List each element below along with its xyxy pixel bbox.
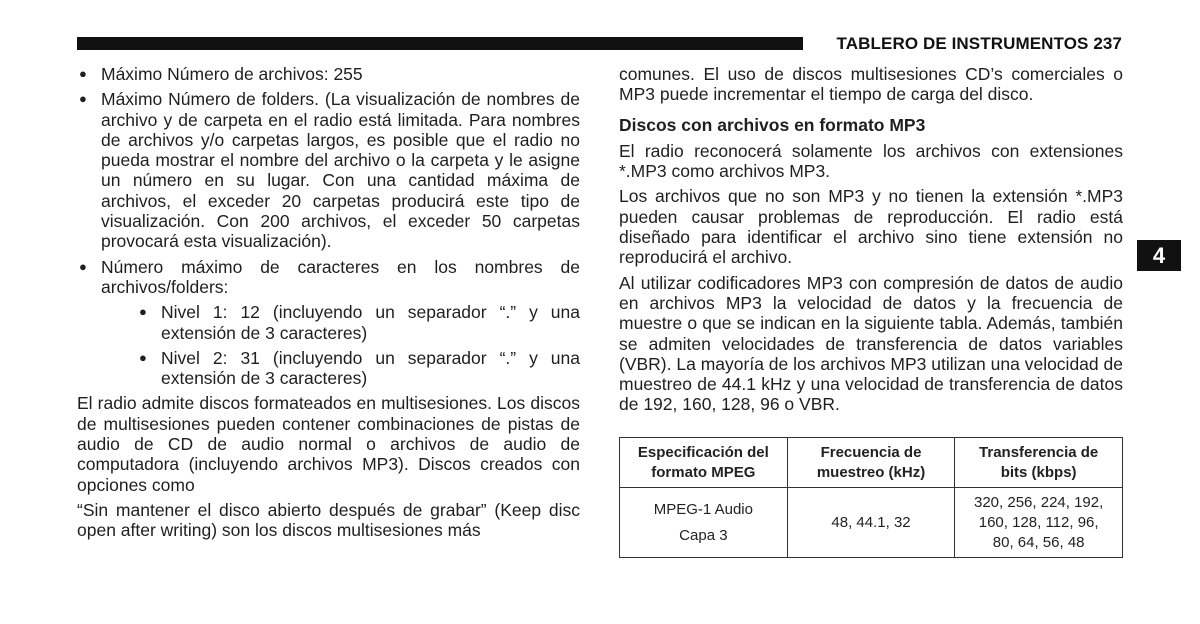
header-rule (77, 37, 803, 50)
left-column (77, 64, 580, 541)
table-cell-format (620, 488, 788, 558)
list-item (77, 257, 580, 389)
body-paragraph-continuation: comunes. El uso de discos multisesiones CD’s comerciales o MP3 puede incrementar el tiempo de carga del disco. (619, 64, 1123, 105)
cell-line: 320, 256, 224, 192, (974, 493, 1104, 511)
sub-list-item: ● Nivel 1: 12 (incluyendo un separador “.” y una extensión de 3 caracteres) (101, 302, 580, 343)
table-header-cell (955, 438, 1123, 488)
body-paragraph: El radio reconocerá solamente los archivos con extensiones *.MP3 como archivos MP3. (619, 140, 1123, 182)
header-line: bits (kbps) (1000, 463, 1077, 481)
header-line: Transferencia de (979, 443, 1099, 461)
table-header-cell (787, 438, 955, 488)
bullet-list (77, 64, 580, 388)
page-header-title: TABLERO DE INSTRUMENTOS 237 (836, 34, 1122, 53)
header-line: muestreo (kHz) (816, 463, 926, 481)
cell-line: 80, 64, 56, 48 (992, 533, 1085, 551)
list-item: ● Máximo Número de folders. (La visualización de nombres de archivo y de carpeta en el radio está limitada. Para nombres de archivos y/o carpetas largos, es posible que el radio no pueda mostrar el nombre del archivo o la carpeta y le asigne un número en su lugar. Con una cantidad máxima de archivos, el exceder 20 carpetas producirá este tipo de visualización. Con 200 archivos, el exceder 50 carpetas provocará esta visualización). (77, 89, 580, 251)
table-header-row (620, 438, 1123, 488)
chapter-tab (1137, 240, 1181, 271)
body-paragraph: “Sin mantener el disco abierto después de grabar” (Keep disc open after writing) son los discos multisesiones más (77, 499, 580, 541)
sub-bullet-list (101, 302, 580, 388)
table-row (620, 488, 1123, 558)
body-paragraph: El radio admite discos formateados en multisesiones. Los discos de multisesiones pueden contener combinaciones de pistas de audio de CD de audio normal o archivos de audio de computadora (incluyendo archivos MP3). Discos creados con opciones como (77, 393, 580, 495)
cell-line: Capa 3 (679, 526, 728, 544)
header-line: Especificación del (637, 443, 769, 461)
section-heading: Discos con archivos en formato MP3 (619, 114, 926, 135)
right-column (619, 64, 1123, 420)
table-cell-bitrate (955, 488, 1123, 558)
table-cell-sampling: 48, 44.1, 32 (787, 488, 955, 558)
table-header-cell (620, 438, 788, 488)
header-line: Frecuencia de (820, 443, 922, 461)
body-paragraph: Al utilizar codificadores MP3 con compresión de datos de audio en archivos MP3 la velocidad de datos y la frecuencia de muestre o que se indican en la siguiente tabla. Además, también se admiten velocidades de transferencia de datos variables (VBR). La mayoría de los archivos MP3 utilizan una velocidad de muestreo de 44.1 kHz y una velocidad de transferencia de datos de 192, 160, 128, 96 o VBR. (619, 272, 1123, 415)
mp3-spec-table (619, 437, 1123, 558)
chapter-number: 4 (1152, 242, 1166, 268)
body-paragraph: Los archivos que no son MP3 y no tienen la extensión *.MP3 pueden causar problemas de reproducción. El radio está diseñado para identificar el archivo sino tiene extensión no reproducirá el archivo. (619, 186, 1123, 268)
header-line: formato MPEG (651, 463, 756, 481)
list-item-text: Número máximo de caracteres en los nombres de archivos/folders: (101, 256, 580, 297)
cell-line: MPEG-1 Audio (653, 500, 753, 518)
list-item: ● Máximo Número de archivos: 255 (77, 64, 580, 84)
cell-line: 160, 128, 112, 96, (978, 513, 1099, 531)
sub-list-item: ● Nivel 2: 31 (incluyendo un separador “.” y una extensión de 3 caracteres) (101, 348, 580, 389)
